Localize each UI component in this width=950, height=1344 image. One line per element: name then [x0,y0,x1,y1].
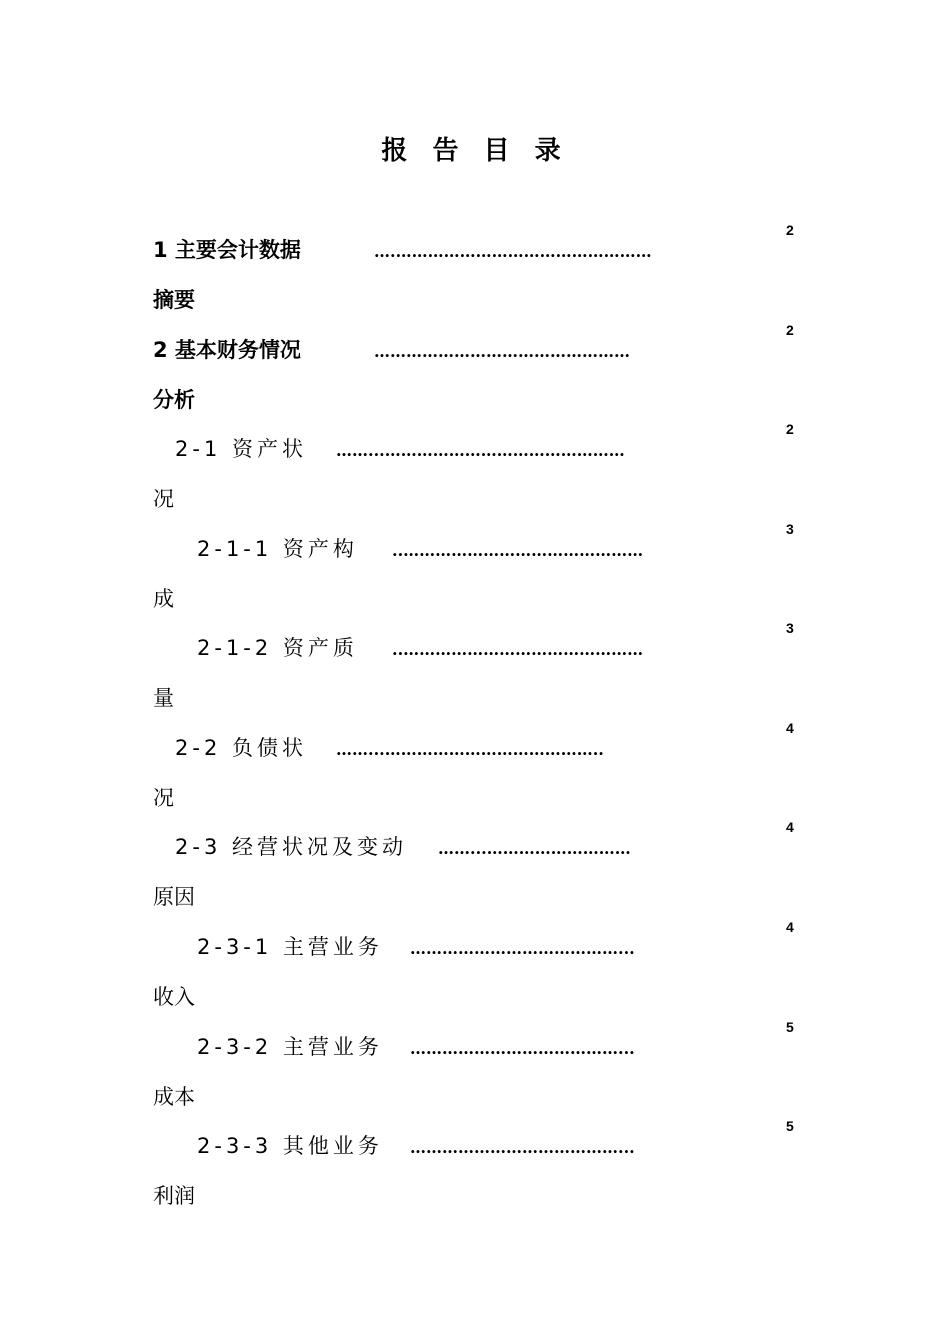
toc-entry-continuation: 收入 [153,985,195,1009]
toc-page-number: 3 [786,620,794,636]
toc-entry-continuation: 况 [153,487,174,511]
toc-page-number: 3 [786,521,794,537]
toc-leader-dots: ……...………………………………….. [336,740,604,759]
toc-entry-label: 1 主要会计数据 [153,238,301,262]
toc-entry-continuation: 成本 [153,1085,195,1109]
toc-entry-label: 2-1-1 资产构 [197,537,358,561]
toc-page-number: 2 [786,421,794,437]
toc-page-number: 4 [786,819,794,835]
toc-entry-continuation: 利润 [153,1184,195,1208]
toc-leader-dots: ……...……………………………………… [336,441,625,460]
toc-leader-dots: …………………………………... [410,1039,635,1058]
toc-page-number: 2 [786,222,794,238]
toc-entry-continuation: 摘要 [153,288,195,312]
toc-entry-label: 2-3-2 主营业务 [197,1035,383,1059]
toc-leader-dots: ..……………………………………… [392,640,644,659]
toc-entry-continuation: 况 [153,786,174,810]
toc-page-number: 4 [786,720,794,736]
toc-page-number: 4 [786,919,794,935]
toc-entry-continuation: 分析 [153,388,195,412]
toc-leader-dots: ….………………………………………… [374,242,652,261]
toc-entry-label: 2-1 资产状 [175,437,307,461]
toc-leader-dots: ……...……………………… [438,839,631,858]
toc-page-number: 5 [786,1118,794,1134]
toc-entry-continuation: 原因 [153,885,195,909]
toc-entry-label: 2-2 负债状 [175,736,307,760]
toc-entry-label: 2-1-2 资产质 [197,636,358,660]
toc-page-number: 2 [786,322,794,338]
toc-leader-dots: …………………………………... [410,939,635,958]
toc-entry-label: 2-3 经营状况及变动 [175,835,407,859]
toc-page-number: 5 [786,1019,794,1035]
toc-entry-label: 2-3-1 主营业务 [197,935,383,959]
toc-leader-dots: …………………………………... [410,1138,635,1157]
toc-entry-continuation: 量 [153,686,174,710]
toc-entry-label: 2 基本财务情况 [153,338,301,362]
toc-leader-dots: ………………………………………… [374,342,630,361]
document-title: 报 告 目 录 [381,136,569,166]
toc-entry-continuation: 成 [153,587,174,611]
toc-leader-dots: ..……………………………………… [392,541,644,560]
toc-entry-label: 2-3-3 其他业务 [197,1134,383,1158]
